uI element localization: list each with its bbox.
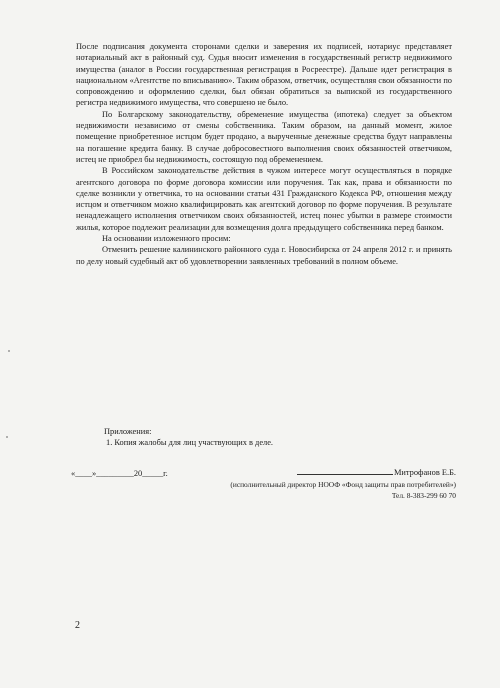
scan-speck — [8, 350, 10, 352]
document-body — [76, 41, 452, 267]
scan-speck — [6, 436, 8, 438]
paragraph-russian-law: В Российском законодательстве действия в чужом интересе могут осуществляться в порядке агентского договора по форме договора комиссии или поручения. Так как, права и обязанности по сделке возникли у ответчика, то на основании статьи 431 Гражданского Кодекса РФ, отношения между истцом и ответчиком можно квалифицировать как агентский договор по форме поручения. В результате ненадлежащего исполнения ответчиком своих обязанностей, истец понес убытки в размере стоимости жилья, которое подлежит реализации для возмещения долга предыдущего собственника перед банком. — [76, 166, 452, 232]
page-number: 2 — [75, 620, 80, 631]
request-heading: На основании изложенного просим: — [102, 234, 231, 244]
signature-block — [200, 466, 456, 502]
appendix-heading: Приложения: — [104, 427, 152, 436]
signature-line — [297, 466, 393, 475]
request-text: Отменить решение калининского районного суда г. Новосибирска от 24 апреля 2012 г. и принять по делу новый судебный акт об удовлетворении заявленных требований в полном объеме. — [76, 245, 452, 266]
paragraph-bulgarian-law: По Болгарскому законодательству, обременение имущества (ипотека) следует за объектом недвижимости независимо от смены собственника. Таким образом, на данный момент, жилое помещение приобретенное истцом будет продано, а вырученные денежные средства будут направлены на погашение кредита банку. В случае добросовестного выполнения своих обязанностей ответчиком, истец не приобрел бы недвижимость, состоящую под обременением. — [76, 109, 452, 164]
date-line: «____»_________20_____г. — [71, 469, 168, 478]
appendix-item: 1. Копия жалобы для лиц участвующих в деле. — [106, 438, 274, 448]
signatory-role: (исполнительный директор НООФ «Фонд защиты прав потребителей») — [230, 479, 456, 489]
signatory-phone: Тел. 8-383-299 60 70 — [391, 491, 456, 501]
appendix — [104, 426, 273, 449]
signatory-name: Митрофанов Е.Б. — [393, 468, 456, 477]
paragraph-notary: После подписания документа сторонами сделки и заверения их подписей, нотариус представляет нотариальный акт в районный суд. Судья вносит изменения в государственный регистр недвижимого имущества (аналог в России государственная регистрация в Росреестре). Дальше идет регистрация в национальном «Агентстве по вписыванию». Таким образом, ответчик, осуществляя свои обязанности по сопровождению и оформлению сделки, был обязан обратиться за выпиской из государственного регистра недвижимого имущества, что совершено не было. — [76, 42, 452, 108]
